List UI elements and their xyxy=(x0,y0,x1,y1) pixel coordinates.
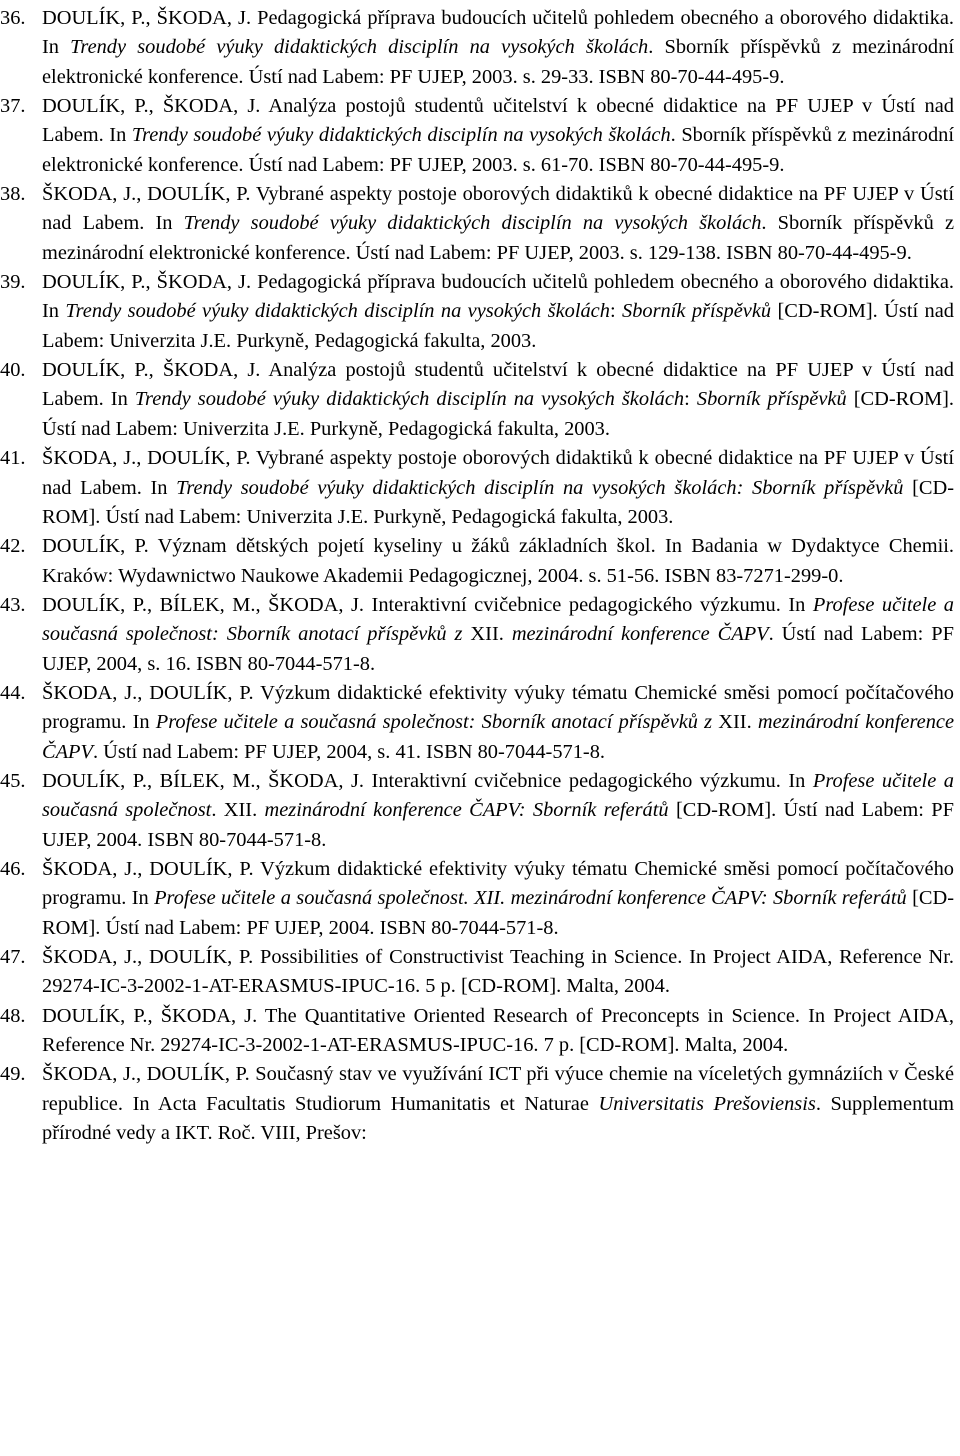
reference-number: 47. xyxy=(0,946,26,968)
reference-italic-segment: Trendy soudobé výuky didaktických disciplín na vysokých školách xyxy=(70,36,649,59)
reference-number: 48. xyxy=(0,1004,26,1027)
reference-item xyxy=(0,943,954,1002)
reference-number: 37. xyxy=(0,95,26,118)
reference-number: 49. xyxy=(0,1063,26,1086)
reference-italic-segment: Trendy soudobé výuky didaktických disciplín na vysokých školách xyxy=(134,388,685,411)
reference-text xyxy=(42,1063,954,1144)
reference-italic-segment: Universitatis Prešoviensis xyxy=(598,1092,816,1115)
reference-number: 42. xyxy=(0,535,26,558)
reference-item xyxy=(0,591,954,679)
reference-segment: DOULÍK, P., ŠKODA, J. Analýza postojů studentů učitelství k obecné didaktice na PF UJEP v Ústí nad Labem. In xyxy=(42,95,954,147)
reference-segment: [CD-ROM]. Ústí nad Labem: PF UJEP, 2004. ISBN 80-7044-571-8. xyxy=(42,799,954,851)
reference-segment: : xyxy=(684,388,697,411)
reference-segment: DOULÍK, P., ŠKODA, J. Pedagogická příprava budoucích učitelů pohledem obecného a oborového didaktika. In xyxy=(42,271,954,323)
reference-item xyxy=(0,92,954,180)
reference-item xyxy=(0,268,954,356)
reference-number: 38. xyxy=(0,183,26,206)
reference-italic-segment: mezinárodní konference ČAPV xyxy=(42,711,954,763)
reference-item xyxy=(0,180,954,268)
reference-item xyxy=(0,767,954,855)
reference-segment: . Sborník příspěvků z mezinárodní elektronické konference. Ústí nad Labem: PF UJEP, 2003. s. 29-33. ISBN 80-70-44-495-9. xyxy=(42,36,954,88)
reference-segment: . Supplementum přírodné vedy a IKT. Roč. VIII, Prešov: xyxy=(42,1092,954,1145)
reference-number: 43. xyxy=(0,593,26,616)
reference-segment: ŠKODA, J., DOULÍK, P. Současný stav ve využívání ICT při výuce chemie na víceletých gymnáziích v České republice. In Acta Facultatis Studiorum Humanitatis et Naturae xyxy=(42,1063,954,1115)
reference-segment: : xyxy=(609,300,622,323)
reference-segment: . XII. xyxy=(211,799,265,822)
reference-segment: DOULÍK, P., BÍLEK, M., ŠKODA, J. Interaktivní cvičebnice pedagogického výzkumu. In xyxy=(42,769,813,792)
reference-text xyxy=(42,447,954,528)
reference-italic-segment: mezinárodní konference ČAPV xyxy=(511,623,769,646)
reference-item xyxy=(0,4,954,92)
reference-italic-segment: Profese učitele a současná společnost: Sborník anotací příspěvků z xyxy=(42,593,955,646)
reference-segment: ŠKODA, J., DOULÍK, P. Výzkum didaktické efektivity výuky tématu Chemické směsi pomocí počítačového programu. In xyxy=(42,857,954,910)
reference-number: 41. xyxy=(0,447,26,470)
reference-text xyxy=(42,271,954,352)
reference-italic-segment: Sborník příspěvků xyxy=(622,300,772,323)
reference-item xyxy=(0,1002,954,1061)
reference-segment: ŠKODA, J., DOULÍK, P. Vybrané aspekty postoje oborových didaktiků k obecné didaktice na PF UJEP v Ústí nad Labem. In xyxy=(42,183,954,235)
reference-segment: DOULÍK, P., ŠKODA, J. The Quantitative Oriented Research of Preconcepts in Science. In Project AIDA, Reference Nr. 29274-IC-3-2002-1-AT-ERASMUS-IPUC-16. 7 p. [CD-ROM]. Malta, 2004. xyxy=(42,1004,954,1057)
reference-text xyxy=(42,95,954,176)
reference-text xyxy=(42,1005,954,1056)
reference-text xyxy=(42,858,954,939)
reference-item xyxy=(0,1060,954,1148)
reference-segment: . Sborník příspěvků z mezinárodní elektronické konference. Ústí nad Labem: PF UJEP, 2003. s. 129-138. ISBN 80-70-44-495-9. xyxy=(42,212,954,264)
reference-text xyxy=(42,594,954,675)
reference-segment: DOULÍK, P., BÍLEK, M., ŠKODA, J. Interaktivní cvičebnice pedagogického výzkumu. In xyxy=(42,593,813,616)
reference-italic-segment: Sborník příspěvků xyxy=(696,388,847,411)
reference-number: 45. xyxy=(0,769,26,792)
reference-text xyxy=(42,946,954,997)
reference-segment: XII. xyxy=(462,623,512,646)
reference-item xyxy=(0,356,954,444)
reference-italic-segment: mezinárodní konference ČAPV: Sborník referátů xyxy=(264,799,669,822)
reference-segment: [CD-ROM]. Ústí nad Labem: Univerzita J.E. Purkyně, Pedagogická fakulta, 2003. xyxy=(42,300,954,352)
reference-segment: DOULÍK, P., ŠKODA, J. Analýza postojů studentů učitelství k obecné didaktice na PF UJEP v Ústí nad Labem. In xyxy=(42,359,954,411)
reference-text xyxy=(42,535,954,586)
reference-item xyxy=(0,444,954,532)
reference-segment: . Ústí nad Labem: PF UJEP, 2004, s. 16. ISBN 80-7044-571-8. xyxy=(42,623,954,675)
reference-italic-segment: Profese učitele a současná společnost xyxy=(42,769,955,822)
reference-segment: XII. xyxy=(712,711,758,734)
reference-italic-segment: Trendy soudobé výuky didaktických disciplín na vysokých školách xyxy=(65,300,610,323)
reference-italic-segment: Profese učitele a současná společnost: Sborník anotací příspěvků z xyxy=(155,711,713,734)
reference-item xyxy=(0,679,954,767)
reference-segment: [CD-ROM]. Ústí nad Labem: Univerzita J.E. Purkyně, Pedagogická fakulta, 2003. xyxy=(42,388,954,440)
reference-italic-segment: Trendy soudobé výuky didaktických disciplín na vysokých školách xyxy=(131,124,671,147)
reference-text xyxy=(42,682,954,763)
reference-text xyxy=(42,359,954,440)
reference-segment: DOULÍK, P. Význam dětských pojetí kyseliny u žáků základních škol. In Badania w Dydaktyce Chemii. Kraków: Wydawnictwo Naukowe Akademii Pedagogicznej, 2004. s. 51-56. ISBN 83-7271-299-0. xyxy=(42,535,954,587)
reference-text xyxy=(42,770,954,851)
reference-item xyxy=(0,855,954,943)
reference-italic-segment: Profese učitele a současná společnost. XII. mezinárodní konference ČAPV: Sborník referátů xyxy=(154,887,907,910)
reference-segment: . Sborník příspěvků z mezinárodní elektronické konference. Ústí nad Labem: PF UJEP, 2003. s. 61-70. ISBN 80-70-44-495-9. xyxy=(42,124,955,176)
reference-segment: ŠKODA, J., DOULÍK, P. Possibilities of Constructivist Teaching in Science. In Project AIDA, Reference Nr. 29274-IC-3-2002-1-AT-ERASMUS-IPUC-16. 5 p. [CD-ROM]. Malta, 2004. xyxy=(42,946,954,998)
reference-segment: [CD-ROM]. Ústí nad Labem: PF UJEP, 2004. ISBN 80-7044-571-8. xyxy=(42,887,954,939)
reference-segment: [CD-ROM]. Ústí nad Labem: Univerzita J.E. Purkyně, Pedagogická fakulta, 2003. xyxy=(42,476,954,528)
reference-number: 46. xyxy=(0,857,26,880)
reference-segment: ŠKODA, J., DOULÍK, P. Vybrané aspekty postoje oborových didaktiků k obecné didaktice na PF UJEP v Ústí nad Labem. In xyxy=(42,447,954,499)
reference-number: 39. xyxy=(0,271,26,294)
reference-text xyxy=(42,183,954,264)
reference-number: 40. xyxy=(0,359,26,382)
reference-italic-segment: Trendy soudobé výuky didaktických disciplín na vysokých školách: Sborník příspěvků xyxy=(176,476,904,499)
reference-segment: ŠKODA, J., DOULÍK, P. Výzkum didaktické efektivity výuky tématu Chemické směsi pomocí počítačového programu. In xyxy=(42,681,954,734)
reference-segment: DOULÍK, P., ŠKODA, J. Pedagogická příprava budoucích učitelů pohledem obecného a oborového didaktika. In xyxy=(42,7,954,59)
reference-item xyxy=(0,532,954,591)
reference-list xyxy=(0,4,954,1148)
reference-italic-segment: Trendy soudobé výuky didaktických disciplín na vysokých školách xyxy=(183,212,762,235)
reference-number: 44. xyxy=(0,681,26,704)
reference-number: 36. xyxy=(0,7,26,29)
reference-segment: . Ústí nad Labem: PF UJEP, 2004, s. 41. ISBN 80-7044-571-8. xyxy=(92,740,606,763)
reference-text xyxy=(42,7,954,88)
